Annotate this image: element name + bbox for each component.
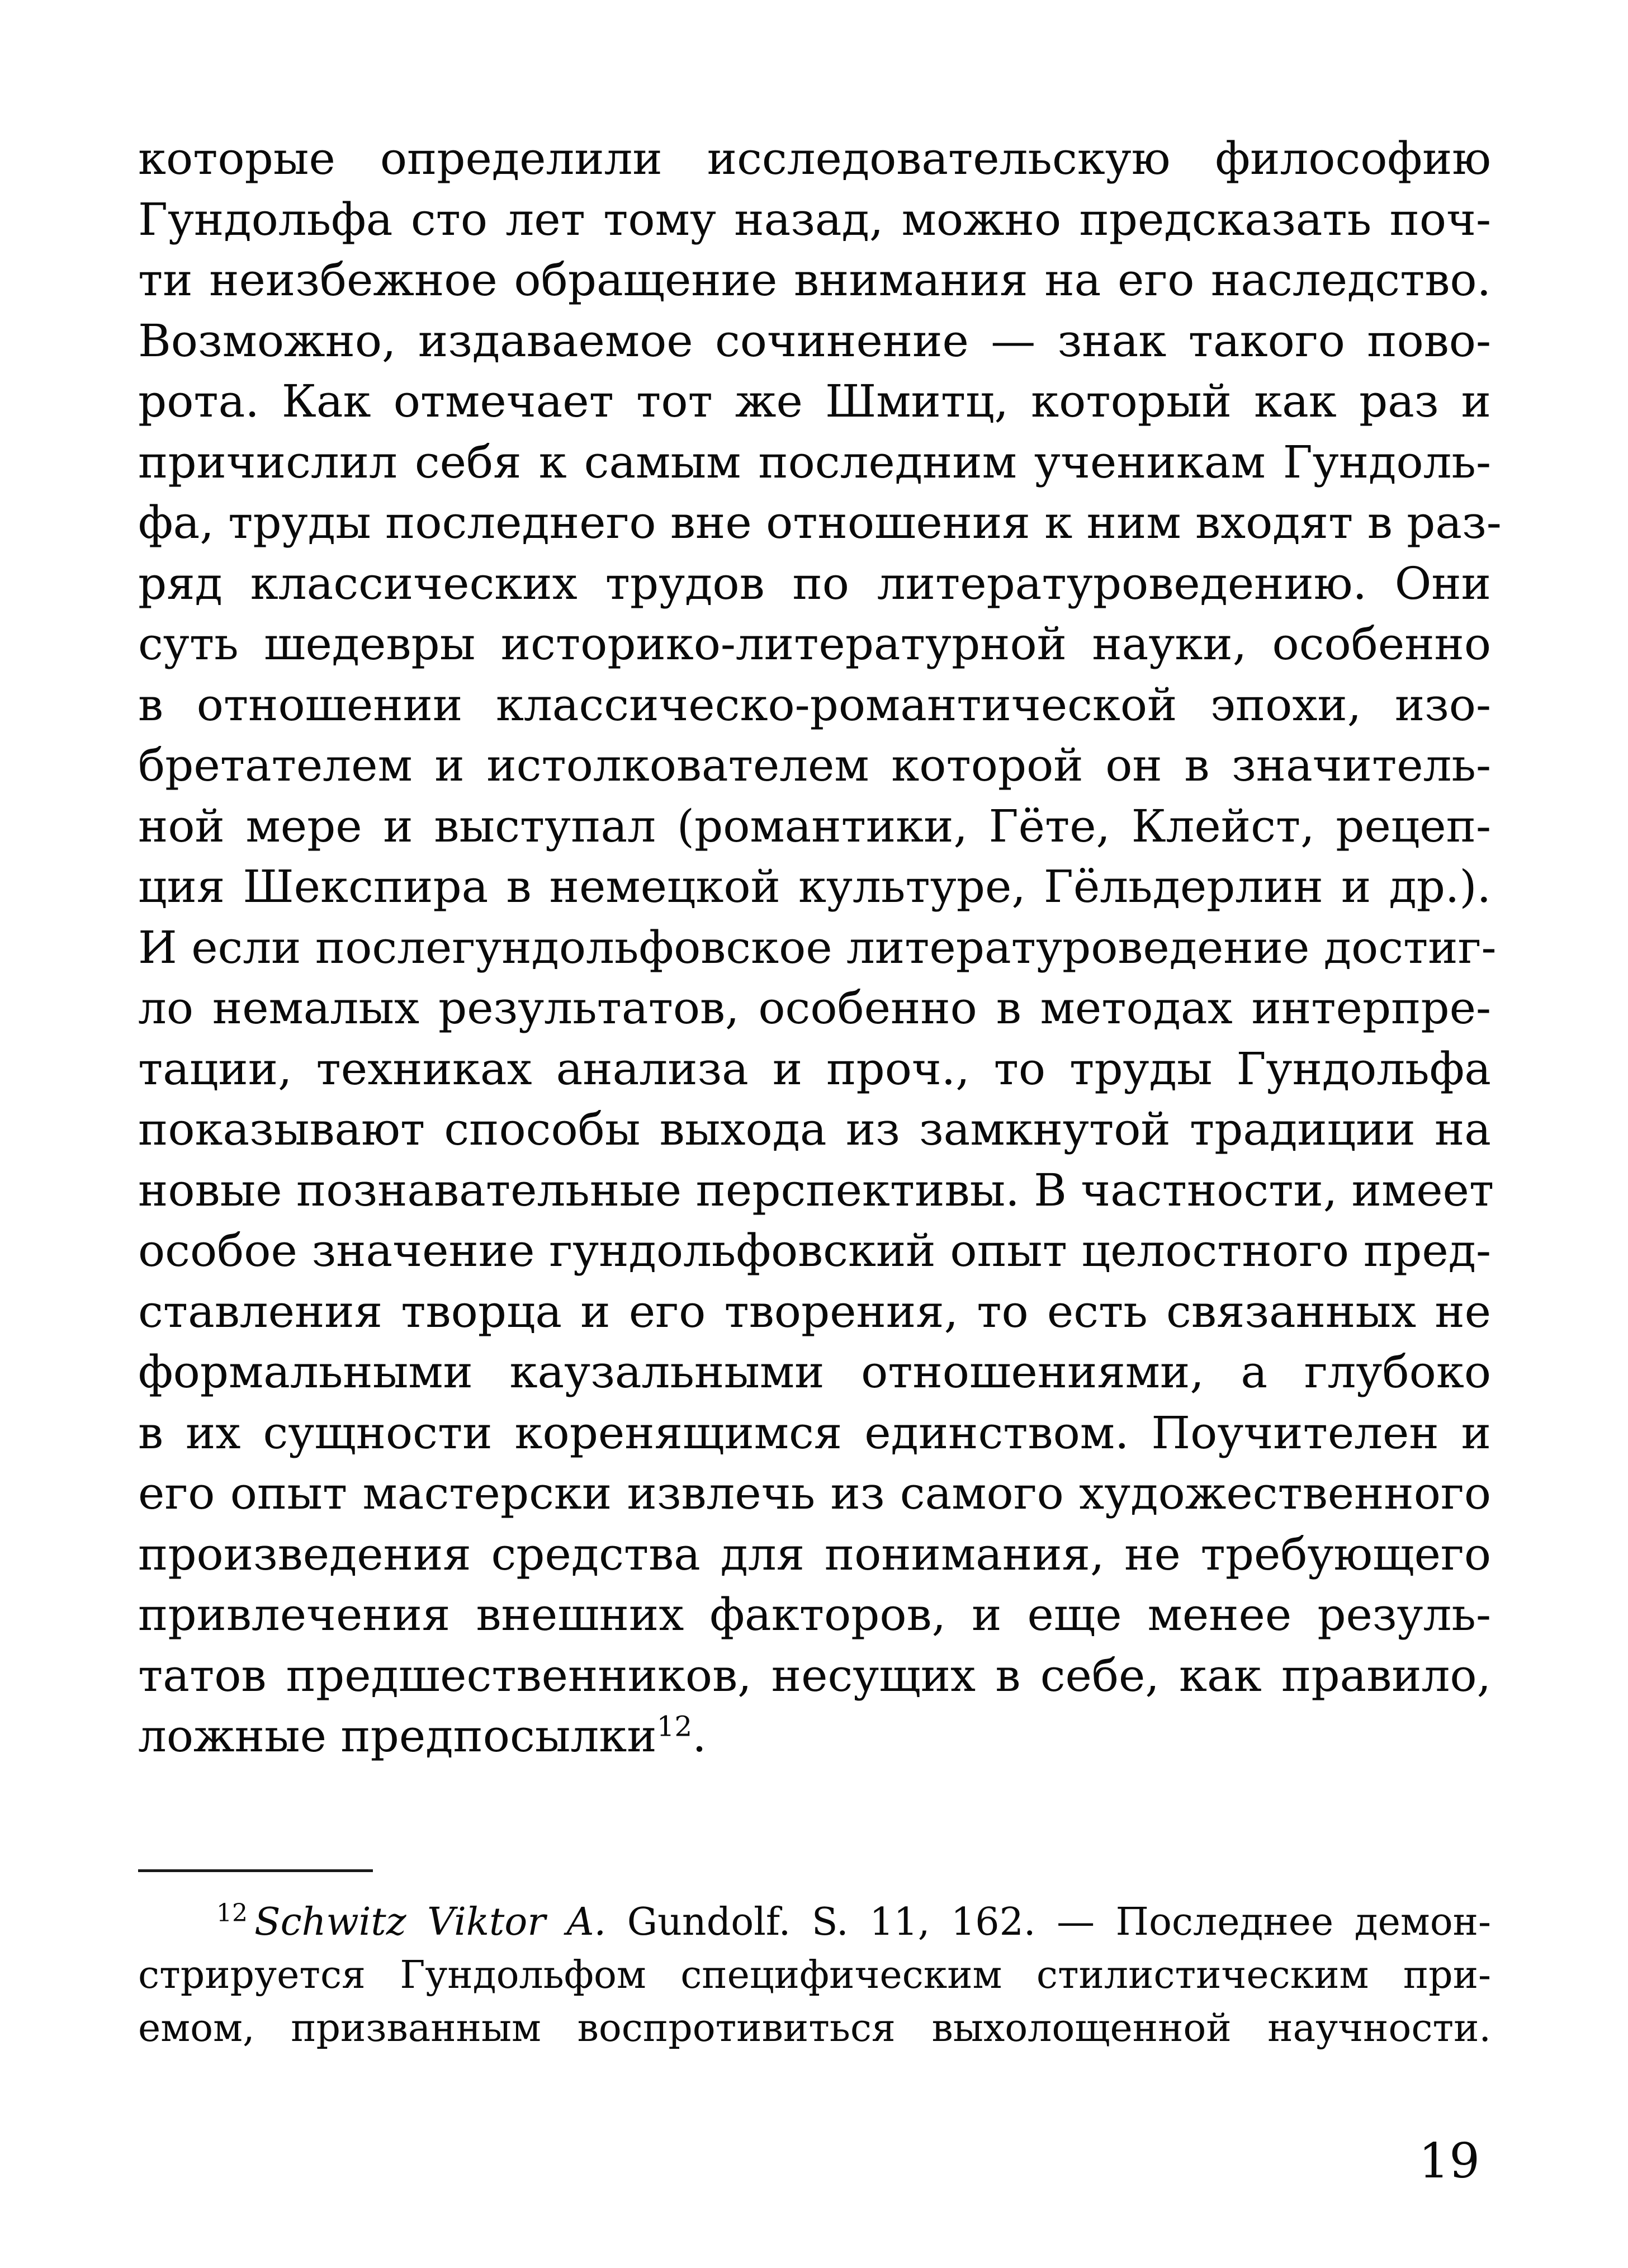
text-line: ной мере и выступал (романтики, Гёте, Клейст, рецеп- bbox=[138, 800, 1491, 852]
footnote-reference[interactable]: 12 bbox=[656, 1710, 693, 1743]
footnote-line: стрируется Гундольфом специфическим стилистическим при- bbox=[138, 1953, 1491, 1997]
text-line: ставления творца и его творения, то есть связанных не bbox=[138, 1285, 1491, 1338]
footnote-line bbox=[138, 1896, 1491, 1949]
footnote-line: емом, призванным воспротивиться выхолощенной научности. bbox=[138, 2006, 1491, 2050]
text-line: показывают способы выхода из замкнутой традиции на bbox=[138, 1103, 1491, 1155]
footnote-separator bbox=[138, 1869, 373, 1872]
text-line: новые познавательные перспективы. В частности, имеет bbox=[138, 1164, 1494, 1216]
text-line: И если послегундольфовское литературоведение достиг- bbox=[138, 921, 1497, 974]
text-line: Гундольфа сто лет тому назад, можно предсказать поч- bbox=[138, 193, 1491, 245]
text-line: произведения средства для понимания, не требующего bbox=[138, 1528, 1491, 1580]
text-line: особое значение гундольфовский опыт целостного пред- bbox=[138, 1225, 1491, 1277]
text-line: татов предшественников, несущих в себе, как правило, bbox=[138, 1649, 1491, 1702]
last-line-period: . bbox=[692, 1710, 707, 1762]
main-text bbox=[138, 129, 1502, 1767]
text-line: формальными каузальными отношениями, а глубоко bbox=[138, 1346, 1491, 1398]
last-line-text: ложные предпосылки bbox=[138, 1710, 657, 1762]
text-line-last bbox=[138, 1706, 1491, 1767]
text-line: рота. Как отмечает тот же Шмитц, который как раз и bbox=[138, 375, 1491, 427]
text-line: тации, техниках анализа и проч., то труды Гундольфа bbox=[138, 1042, 1491, 1095]
text-line: причислил себя к самым последним ученикам Гундоль- bbox=[138, 436, 1491, 488]
footnote-author: Schwitz Viktor A. bbox=[254, 1900, 607, 1944]
text-line: привлечения внешних факторов, и еще менее резуль- bbox=[138, 1589, 1491, 1641]
text-line: в их сущности коренящимся единством. Поучителен и bbox=[138, 1406, 1491, 1459]
page-number: 19 bbox=[1418, 2133, 1480, 2189]
text-line: ция Шекспира в немецкой культуре, Гёльдерлин и др.). bbox=[138, 861, 1491, 913]
text-line: бретателем и истолкователем которой он в значитель- bbox=[138, 739, 1491, 791]
text-line: в отношении классическо-романтической эпохи, изо- bbox=[138, 678, 1491, 731]
footnote-number: 12 bbox=[216, 1899, 248, 1928]
text-line: Возможно, издаваемое сочинение — знак такого пово- bbox=[138, 314, 1491, 367]
text-line: ло немалых результатов, особенно в методах интерпре- bbox=[138, 982, 1491, 1034]
text-line: его опыт мастерски извлечь из самого художественного bbox=[138, 1467, 1491, 1519]
text-line: ти неизбежное обращение внимания на его наследство. bbox=[138, 254, 1491, 306]
text-line: ряд классических трудов по литературоведению. Они bbox=[138, 557, 1491, 609]
footnote-citation: Gundolf. S. 11, 162. — Последнее демон- bbox=[606, 1900, 1491, 1944]
text-line: суть шедевры историко-литературной науки, особенно bbox=[138, 618, 1491, 670]
text-line: фа, труды последнего вне отношения к ним входят в раз- bbox=[138, 497, 1502, 549]
text-line: которые определили исследовательскую философию bbox=[138, 133, 1491, 185]
footnote bbox=[138, 1896, 1491, 2055]
